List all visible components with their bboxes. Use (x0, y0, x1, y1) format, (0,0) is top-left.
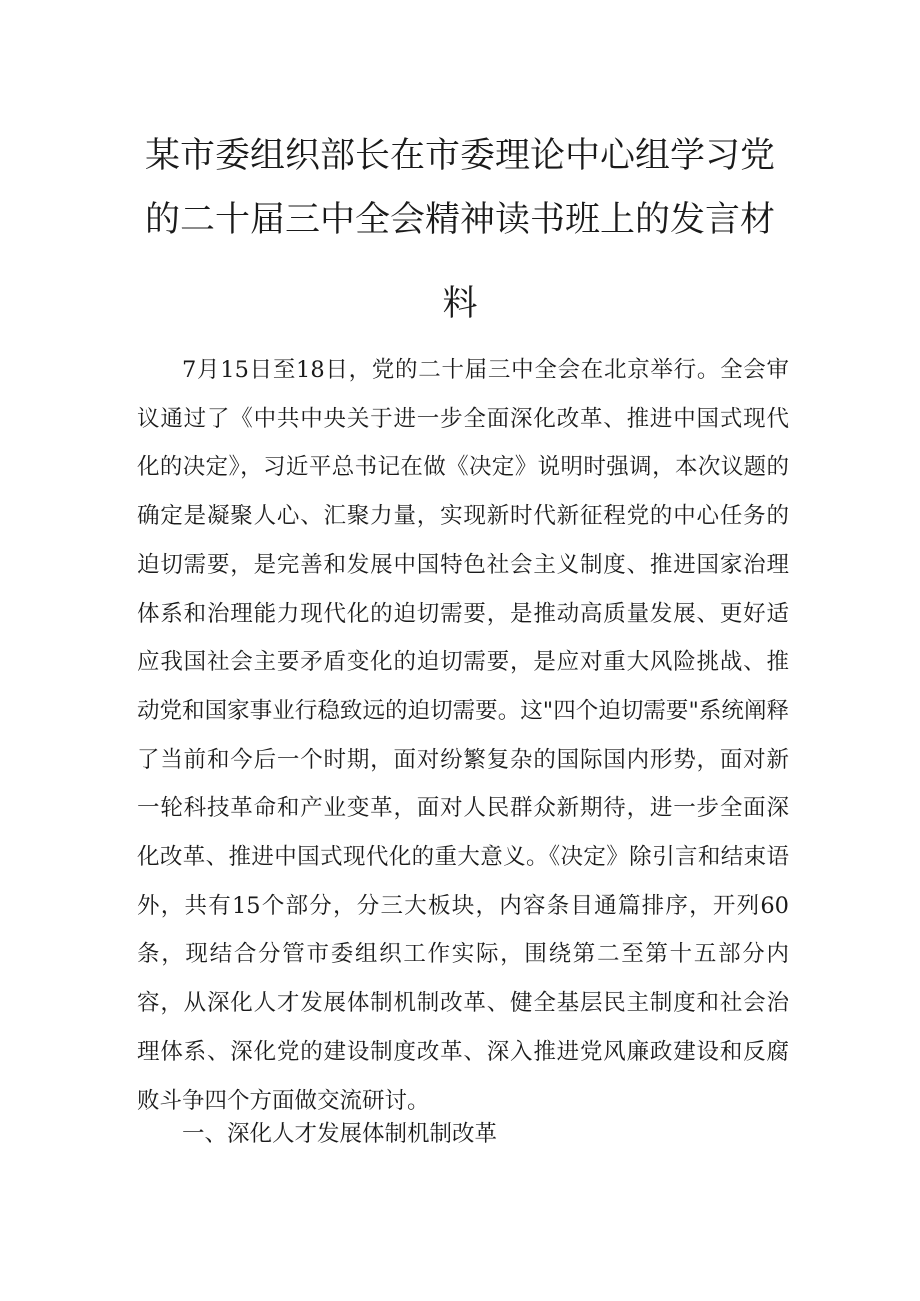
document-title-line-1: 某市委组织部长在市委理论中心组学习党 (144, 136, 775, 176)
intro-paragraph: 7月15日至18日，党的二十届三中全会在北京举行。全会审议通过了《中共中央关于进一步全面深化改革、推进中国式现代化的决定》，习近平总书记在做《决定》说明时强调，本次议题的确定是凝聚人心、汇聚力量，实现新时代新征程党的中心任务的迫切需要，是完善和发展中国特色社会主义制度、推进国家治理体系和治理能力现代化的迫切需要，是推动高质量发展、更好适应我国社会主要矛盾变化的迫切需要，是应对重大风险挑战、推动党和国家事业行稳致远的迫切需要。这"四个迫切需要"系统阐释了当前和今后一个时期，面对纷繁复杂的国际国内形势，面对新一轮科技革命和产业变革，面对人民群众新期待，进一步全面深化改革、推进中国式现代化的重大意义。《决定》除引言和结束语外，共有15个部分，分三大板块，内容条目通篇排序，开列60条，现结合分管市委组织工作实际，围绕第二至第十五部分内容，从深化人才发展体制机制改革、健全基层民主制度和社会治理体系、深化党的建设制度改革、深入推进党风廉政建设和反腐败斗争四个方面做交流研讨。 (137, 357, 789, 1114)
section-heading-1: 一、深化人才发展体制机制改革 (182, 1121, 498, 1147)
document-title-line-3: 料 (442, 284, 478, 324)
document-title-line-2: 的二十届三中全会精神读书班上的发言材 (144, 200, 775, 240)
